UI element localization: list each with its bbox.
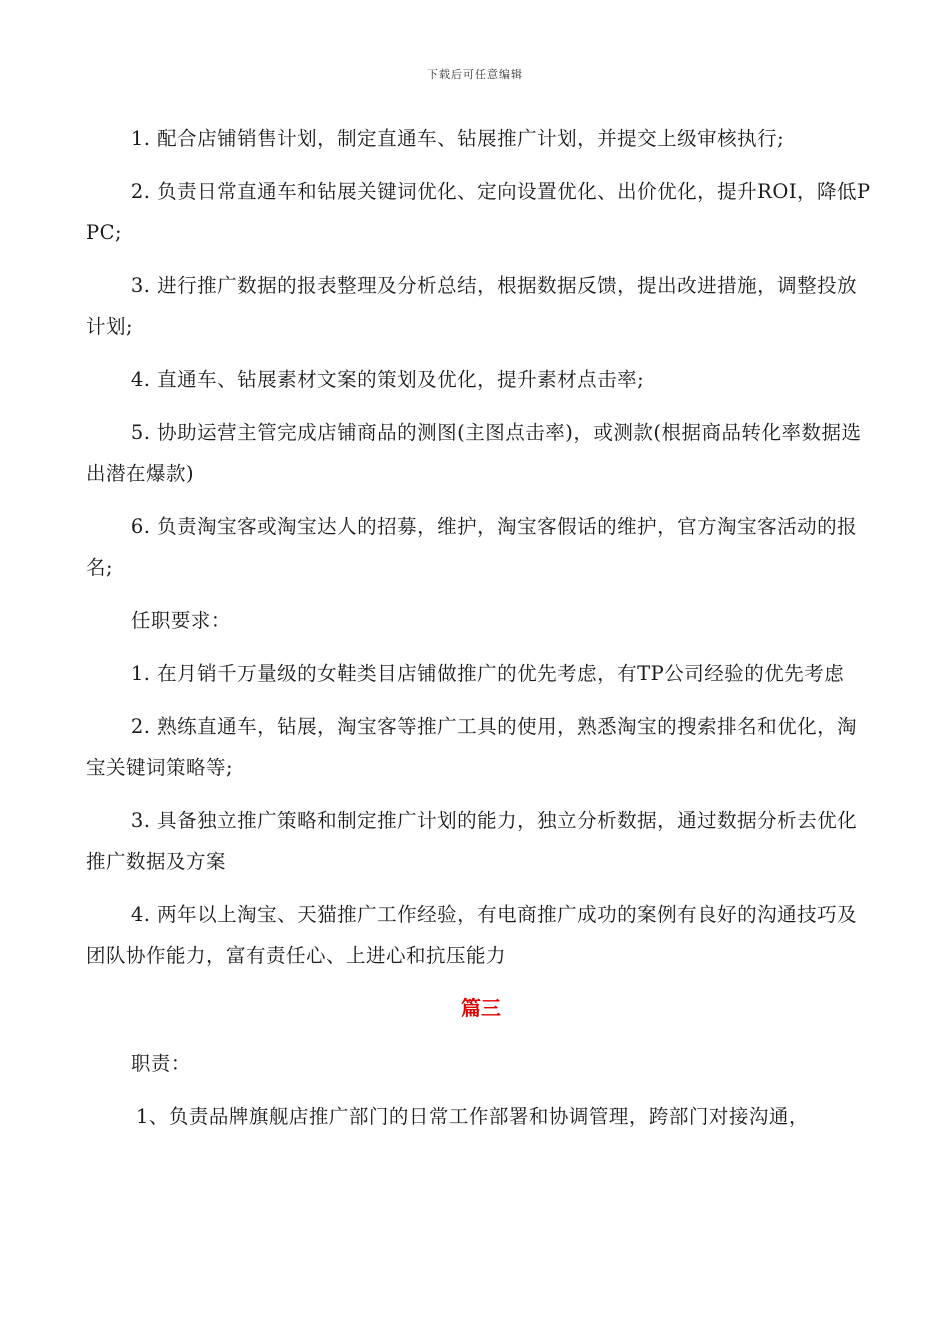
duties-heading: 职责： xyxy=(130,1052,191,1075)
document-body xyxy=(86,118,876,1149)
duty-item-5: 5. 协助运营主管完成店铺商品的测图(主图点击率)，或测款(根据商品转化率数据选出潜在爆款) xyxy=(86,421,862,485)
requirement-item-3: 3. 具备独立推广策略和制定推广计划的能力，独立分析数据，通过数据分析去优化推广数据及方案 xyxy=(86,809,858,873)
page-header: 下载后可任意编辑 xyxy=(427,68,523,81)
duty-item-1: 1. 配合店铺销售计划，制定直通车、钻展推广计划，并提交上级审核执行; xyxy=(130,127,785,150)
duty-item-4: 4. 直通车、钻展素材文案的策划及优化，提升素材点击率; xyxy=(130,368,645,391)
duty-item-first: 1、负责品牌旗舰店推广部门的日常工作部署和协调管理，跨部门对接沟通， xyxy=(136,1105,809,1128)
duty-item-6: 6. 负责淘宝客或淘宝达人的招募，维护，淘宝客假话的维护，官方淘宝客活动的报名; xyxy=(86,515,858,579)
requirement-item-1: 1. 在月销千万量级的女鞋类目店铺做推广的优先考虑，有TP公司经验的优先考虑 xyxy=(130,662,845,685)
requirements-heading: 任职要求： xyxy=(130,609,231,632)
duty-item-3: 3. 进行推广数据的报表整理及分析总结，根据数据反馈，提出改进措施，调整投放计划; xyxy=(86,274,858,338)
requirement-item-2: 2. 熟练直通车，钻展，淘宝客等推广工具的使用，熟悉淘宝的搜索排名和优化，淘宝关键词策略等; xyxy=(86,715,858,779)
requirement-item-4: 4. 两年以上淘宝、天猫推广工作经验，有电商推广成功的案例有良好的沟通技巧及团队协作能力，富有责任心、上进心和抗压能力 xyxy=(86,903,858,967)
section-title: 篇三 xyxy=(461,996,501,1020)
duty-item-2: 2. 负责日常直通车和钻展关键词优化、定向设置优化、出价优化，提升ROI，降低PPC; xyxy=(86,180,871,244)
